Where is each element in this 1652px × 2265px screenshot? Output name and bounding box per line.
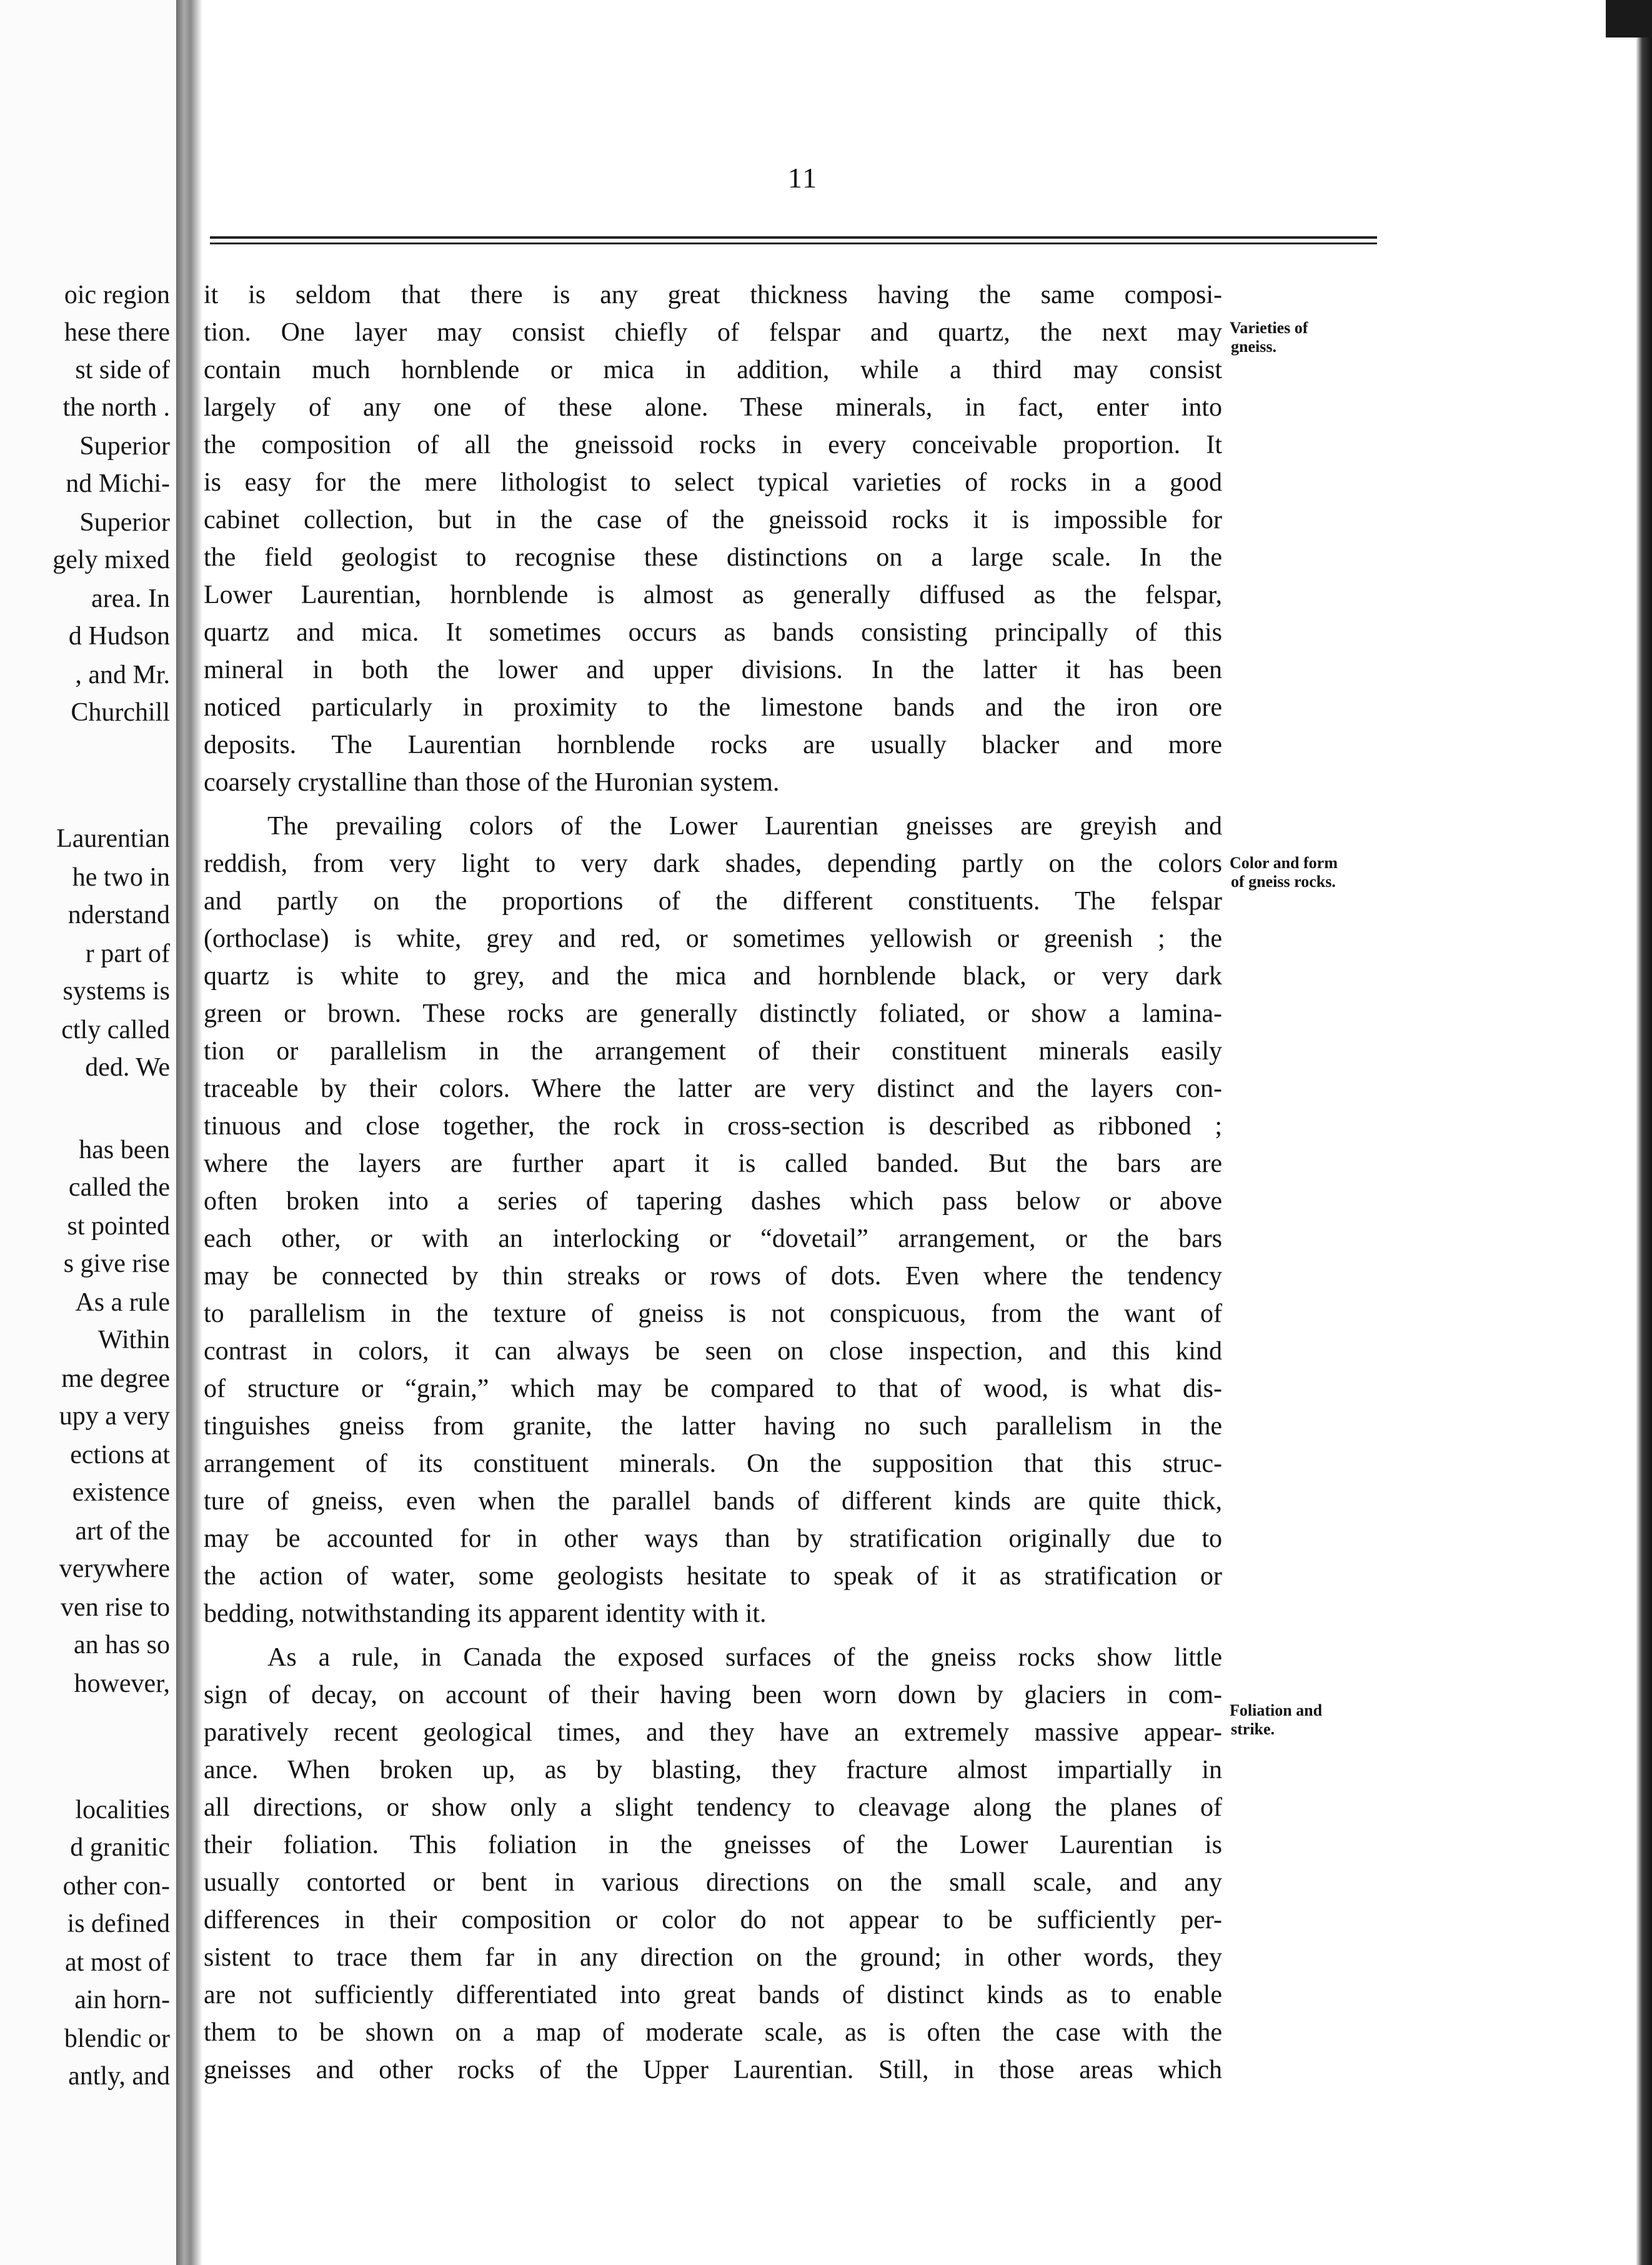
facing-page-line: Superior bbox=[79, 508, 170, 537]
text-line: their foliation. This foliation in the gneisses of the Lower Laurentian is bbox=[204, 1831, 1222, 1859]
facing-page-line: gely mixed bbox=[52, 546, 170, 574]
header-rule-bottom bbox=[210, 242, 1377, 244]
scan-corner-shadow bbox=[1606, 0, 1652, 38]
text-line: paratively recent geological times, and they have an extremely massive appear- bbox=[204, 1718, 1222, 1747]
facing-page-line: antly, and bbox=[68, 2062, 170, 2091]
text-line: green or brown. These rocks are generally distinctly foliated, or show a lamina- bbox=[204, 999, 1222, 1028]
side-note-line: Varieties of bbox=[1230, 319, 1308, 337]
facing-page-line: area. In bbox=[91, 584, 170, 613]
text-line: quartz is white to grey, and the mica and hornblende black, or very dark bbox=[204, 962, 1222, 991]
facing-page-line: an has so bbox=[74, 1631, 170, 1659]
side-note-foliation bbox=[1230, 1701, 1322, 1739]
text-line: are not sufficiently differentiated into great bands of distinct kinds as to enable bbox=[204, 1981, 1222, 2009]
text-line: Lower Laurentian, hornblende is almost as generally diffused as the felspar, bbox=[204, 581, 1222, 609]
text-line: traceable by their colors. Where the latter are very distinct and the layers con- bbox=[204, 1074, 1222, 1103]
text-line: all directions, or show only a slight tendency to cleavage along the planes of bbox=[204, 1793, 1222, 1822]
page-edge-shadow bbox=[1636, 0, 1652, 2265]
side-note-line: strike. bbox=[1231, 1720, 1275, 1738]
header-rule-top bbox=[210, 236, 1377, 239]
text-line: to parallelism in the texture of gneiss is not conspicuous, from the want of bbox=[204, 1299, 1222, 1328]
facing-page-line: is defined bbox=[67, 1909, 170, 1938]
text-line: contrast in colors, it can always be seen on close inspection, and this kind bbox=[204, 1337, 1222, 1366]
text-line: deposits. The Laurentian hornblende rocks are usually blacker and more bbox=[204, 731, 1222, 759]
text-line: it is seldom that there is any great thickness having the same composi- bbox=[204, 281, 1222, 309]
text-line: reddish, from very light to very dark shades, depending partly on the colors bbox=[204, 849, 1222, 878]
facing-page-line: Laurentian bbox=[56, 824, 170, 853]
facing-page-line: systems is bbox=[62, 977, 170, 1006]
side-note-line: gneiss. bbox=[1231, 338, 1276, 356]
facing-page-line: ections at bbox=[70, 1441, 170, 1469]
facing-page-line: r part of bbox=[85, 939, 170, 968]
facing-page-line: blendic or bbox=[64, 2024, 170, 2053]
text-line: The prevailing colors of the Lower Laurentian gneisses are greyish and bbox=[267, 812, 1222, 841]
facing-page-line: d granitic bbox=[70, 1833, 170, 1862]
facing-page-line: me degree bbox=[61, 1364, 170, 1393]
text-line: each other, or with an interlocking or “dovetail” arrangement, or the bars bbox=[204, 1224, 1222, 1253]
text-line: (orthoclase) is white, grey and red, or sometimes yellowish or greenish ; the bbox=[204, 924, 1222, 953]
facing-page-line: st pointed bbox=[67, 1212, 170, 1241]
text-line: tinguishes gneiss from granite, the latter having no such parallelism in the bbox=[204, 1412, 1222, 1441]
text-line: the field geologist to recognise these distinctions on a large scale. In the bbox=[204, 543, 1222, 572]
facing-page-line: Churchill bbox=[71, 698, 170, 727]
text-line: cabinet collection, but in the case of the gneissoid rocks it is impossible for bbox=[204, 506, 1222, 534]
text-line: the composition of all the gneissoid rocks in every conceivable proportion. It bbox=[204, 431, 1222, 459]
text-line: bedding, notwithstanding its apparent identity with it. bbox=[204, 1599, 767, 1628]
text-line: coarsely crystalline than those of the Huronian system. bbox=[204, 768, 780, 797]
facing-page-line: localities bbox=[75, 1796, 170, 1824]
facing-page-line: As a rule bbox=[75, 1288, 170, 1317]
page-number: 11 bbox=[787, 162, 819, 194]
facing-page-line: verywhere bbox=[59, 1554, 170, 1583]
text-line: quartz and mica. It sometimes occurs as bands consisting principally of this bbox=[204, 618, 1222, 647]
facing-page-line: at most of bbox=[65, 1948, 170, 1977]
facing-page-line: , and Mr. bbox=[75, 661, 170, 689]
text-line: where the layers are further apart it is called banded. But the bars are bbox=[204, 1149, 1222, 1178]
text-line: of structure or “grain,” which may be compared to that of wood, is what dis- bbox=[204, 1374, 1222, 1403]
text-line: As a rule, in Canada the exposed surfaces of the gneiss rocks show little bbox=[267, 1643, 1222, 1672]
text-line: sistent to trace them far in any direction on the ground; in other words, they bbox=[204, 1943, 1222, 1972]
text-line: noticed particularly in proximity to the limestone bands and the iron ore bbox=[204, 693, 1222, 722]
facing-page-line: existence bbox=[72, 1478, 170, 1507]
facing-page-line: hese there bbox=[64, 318, 170, 347]
facing-page-line: art of the bbox=[75, 1517, 170, 1546]
facing-page-line: s give rise bbox=[63, 1249, 170, 1278]
facing-page-line: ven rise to bbox=[61, 1593, 170, 1622]
facing-page-line: d Hudson bbox=[68, 622, 170, 651]
facing-page-line: ctly called bbox=[61, 1016, 170, 1044]
facing-page-line: the north . bbox=[62, 393, 170, 422]
text-line: contain much hornblende or mica in addition, while a third may consist bbox=[204, 356, 1222, 384]
facing-page-line: ded. We bbox=[85, 1053, 170, 1082]
text-line: sign of decay, on account of their having been worn down by glaciers in com- bbox=[204, 1681, 1222, 1709]
text-line: may be accounted for in other ways than by stratification originally due to bbox=[204, 1524, 1222, 1553]
facing-page-line: nderstand bbox=[67, 901, 170, 929]
text-line: ance. When broken up, as by blasting, they fracture almost impartially in bbox=[204, 1756, 1222, 1784]
facing-page-line: Within bbox=[98, 1326, 170, 1354]
side-note-line: Foliation and bbox=[1230, 1701, 1323, 1719]
text-line: gneisses and other rocks of the Upper Laurentian. Still, in those areas which bbox=[204, 2056, 1222, 2084]
text-line: tion. One layer may consist chiefly of felspar and quartz, the next may bbox=[204, 318, 1222, 347]
text-line: is easy for the mere lithologist to select typical varieties of rocks in a good bbox=[204, 468, 1222, 497]
side-note-line: of gneiss rocks. bbox=[1231, 872, 1336, 891]
side-note-varieties bbox=[1230, 319, 1308, 356]
side-note-line: Color and form bbox=[1230, 854, 1338, 872]
facing-page-line: however, bbox=[74, 1669, 170, 1698]
facing-page-line: called the bbox=[68, 1173, 170, 1202]
text-line: tion or parallelism in the arrangement of their constituent minerals easily bbox=[204, 1037, 1222, 1066]
facing-page-line: nd Michi- bbox=[66, 469, 170, 498]
text-line: and partly on the proportions of the different constituents. The felspar bbox=[204, 887, 1222, 916]
text-line: them to be shown on a map of moderate scale, as is often the case with the bbox=[204, 2018, 1222, 2047]
book-gutter-shadow bbox=[176, 0, 202, 2265]
text-line: differences in their composition or color do not appear to be sufficiently per- bbox=[204, 1906, 1222, 1934]
text-line: largely of any one of these alone. These minerals, in fact, enter into bbox=[204, 393, 1222, 422]
facing-page-line: has been bbox=[79, 1136, 170, 1164]
text-line: arrangement of its constituent minerals. On the supposition that this struc- bbox=[204, 1449, 1222, 1478]
text-line: ture of gneiss, even when the parallel bands of different kinds are quite thick, bbox=[204, 1487, 1222, 1516]
facing-page-fragment bbox=[0, 0, 175, 2265]
text-line: tinuous and close together, the rock in cross-section is described as ribboned ; bbox=[204, 1112, 1222, 1141]
text-line: the action of water, some geologists hesitate to speak of it as stratification or bbox=[204, 1562, 1222, 1591]
text-line: usually contorted or bent in various directions on the small scale, and any bbox=[204, 1868, 1222, 1897]
facing-page-line: he two in bbox=[72, 863, 170, 892]
facing-page-line: st side of bbox=[75, 356, 170, 384]
facing-page-line: oic region bbox=[64, 281, 170, 309]
side-note-color-form bbox=[1230, 854, 1338, 891]
facing-page-line: ain horn- bbox=[74, 1986, 170, 2014]
text-line: may be connected by thin streaks or rows of dots. Even where the tendency bbox=[204, 1262, 1222, 1291]
facing-page-line: upy a very bbox=[59, 1402, 170, 1431]
facing-page-line: Superior bbox=[79, 432, 170, 461]
facing-page-line: other con- bbox=[62, 1872, 170, 1901]
text-line: often broken into a series of tapering dashes which pass below or above bbox=[204, 1187, 1222, 1216]
text-line: mineral in both the lower and upper divisions. In the latter it has been bbox=[204, 656, 1222, 684]
